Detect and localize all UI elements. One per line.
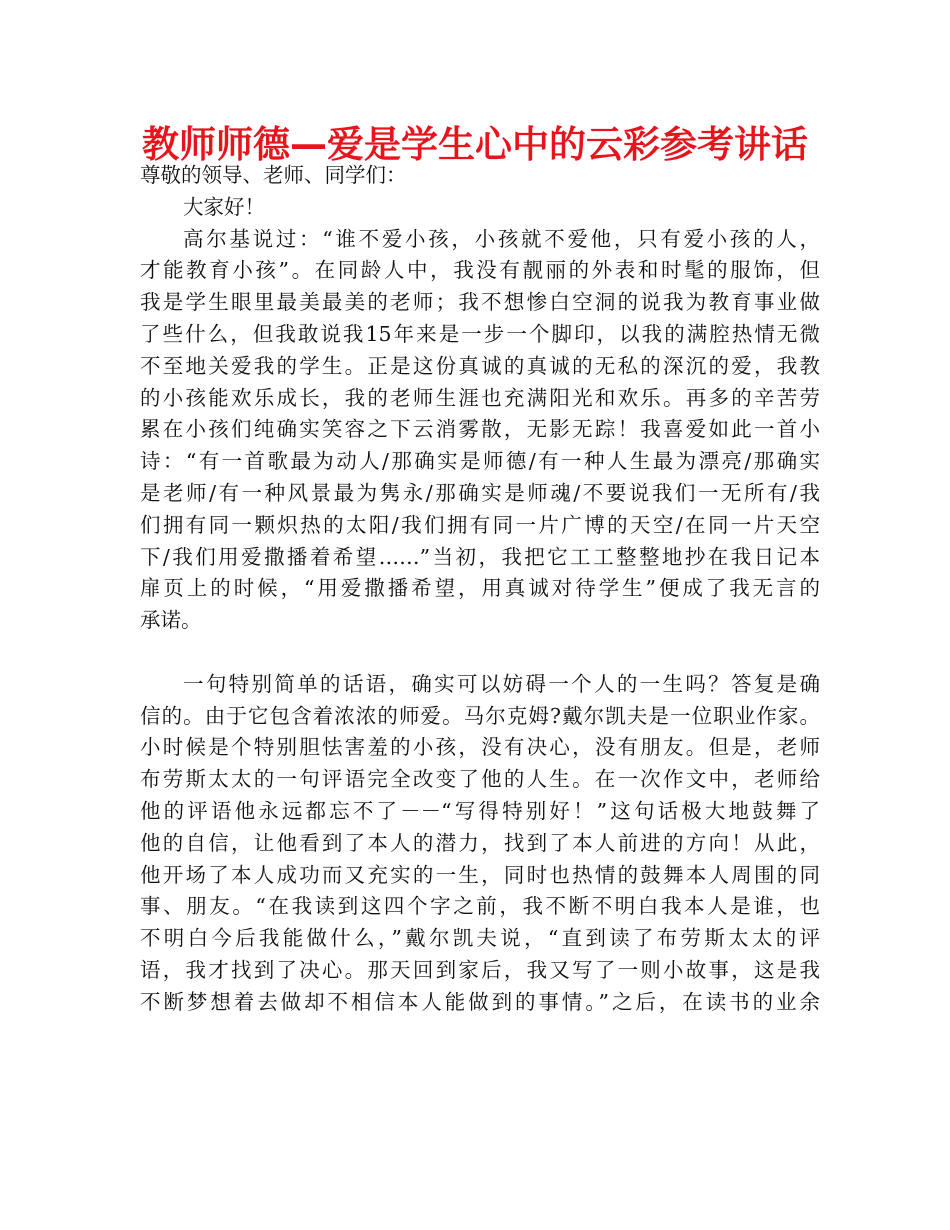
paragraph-line: 布劳斯太太的一句评语完全改变了他的人生。在一次作文中，老师给 [140, 767, 820, 792]
paragraph-line: 的小孩能欢乐成长，我的老师生涯也充满阳光和欢乐。再多的辛苦劳 [140, 385, 820, 410]
paragraph-line: 信的。由于它包含着浓浓的师爱。马尔克姆?戴尔凯夫是一位职业作家。 [140, 703, 820, 728]
paragraph-1 [140, 224, 820, 637]
paragraph-line: 承诺。 [140, 608, 202, 633]
paragraph-line: 语，我才找到了决心。那天回到家后，我又写了一则小故事，这是我 [140, 957, 820, 982]
paragraph-line: 我是学生眼里最美最美的老师；我不想惨白空洞的说我为教育事业做 [140, 290, 820, 315]
salutation: 尊敬的领导、老师、同学们： [140, 163, 407, 187]
paragraph-line: 不明白今后我能做什么，”戴尔凯夫说，“直到读了布劳斯太太的评 [140, 926, 820, 951]
paragraph-line: 了些什么，但我敢说我15年来是一步一个脚印，以我的满腔热情无微 [140, 321, 820, 346]
paragraph-line: 不断梦想着去做却不相信本人能做到的事情。”之后，在读书的业余 [140, 989, 820, 1014]
paragraph-spacer [140, 637, 820, 669]
paragraph-line: 扉页上的时候，“用爱撒播希望，用真诚对待学生”便成了我无言的 [140, 576, 820, 601]
paragraph-line: 累在小孩们纯确实笑容之下云消雾散，无影无踪！我喜爱如此一首小 [140, 417, 820, 442]
paragraph-line: 诗：“有一首歌最为动人/那确实是师德/有一种人生最为漂亮/那确实 [140, 449, 820, 474]
paragraph-line: 他的评语他永远都忘不了－－“写得特别好！”这句话极大地鼓舞了 [140, 798, 820, 823]
paragraph-line: 事、朋友。“在我读到这四个字之前，我不断不明白我本人是谁，也 [140, 894, 820, 919]
paragraph-2 [140, 669, 820, 1019]
paragraph-line: 才能教育小孩”。在同龄人中，我没有靓丽的外表和时髦的服饰，但 [140, 258, 820, 283]
paragraph-line: 他的自信，让他看到了本人的潜力，找到了本人前进的方向！从此， [140, 830, 820, 855]
paragraph-line: 是老师/有一种风景最为隽永/那确实是师魂/不要说我们一无所有/我 [140, 480, 820, 505]
document-body [140, 160, 820, 1019]
paragraph-line: 高尔基说过：“谁不爱小孩，小孩就不爱他，只有爱小孩的人， [183, 226, 820, 251]
paragraph-line: 小时候是个特别胆怯害羞的小孩，没有决心，没有朋友。但是，老师 [140, 735, 820, 760]
paragraph-line: 不至地关爱我的学生。正是这份真诚的真诚的无私的深沉的爱，我教 [140, 353, 820, 378]
paragraph-line: 下/我们用爱撒播着希望……”当初，我把它工工整整地抄在我日记本 [140, 544, 820, 569]
greeting: 大家好！ [183, 194, 265, 219]
paragraph-line: 他开场了本人成功而又充实的一生，同时也热情的鼓舞本人周围的同 [140, 862, 820, 887]
document-title: 教师师德—爱是学生心中的云彩参考讲话 [142, 123, 808, 166]
paragraph-line: 们拥有同一颗炽热的太阳/我们拥有同一片广博的天空/在同一片天空 [140, 512, 820, 537]
paragraph-line: 一句特别简单的话语，确实可以妨碍一个人的一生吗？答复是确 [183, 671, 820, 696]
